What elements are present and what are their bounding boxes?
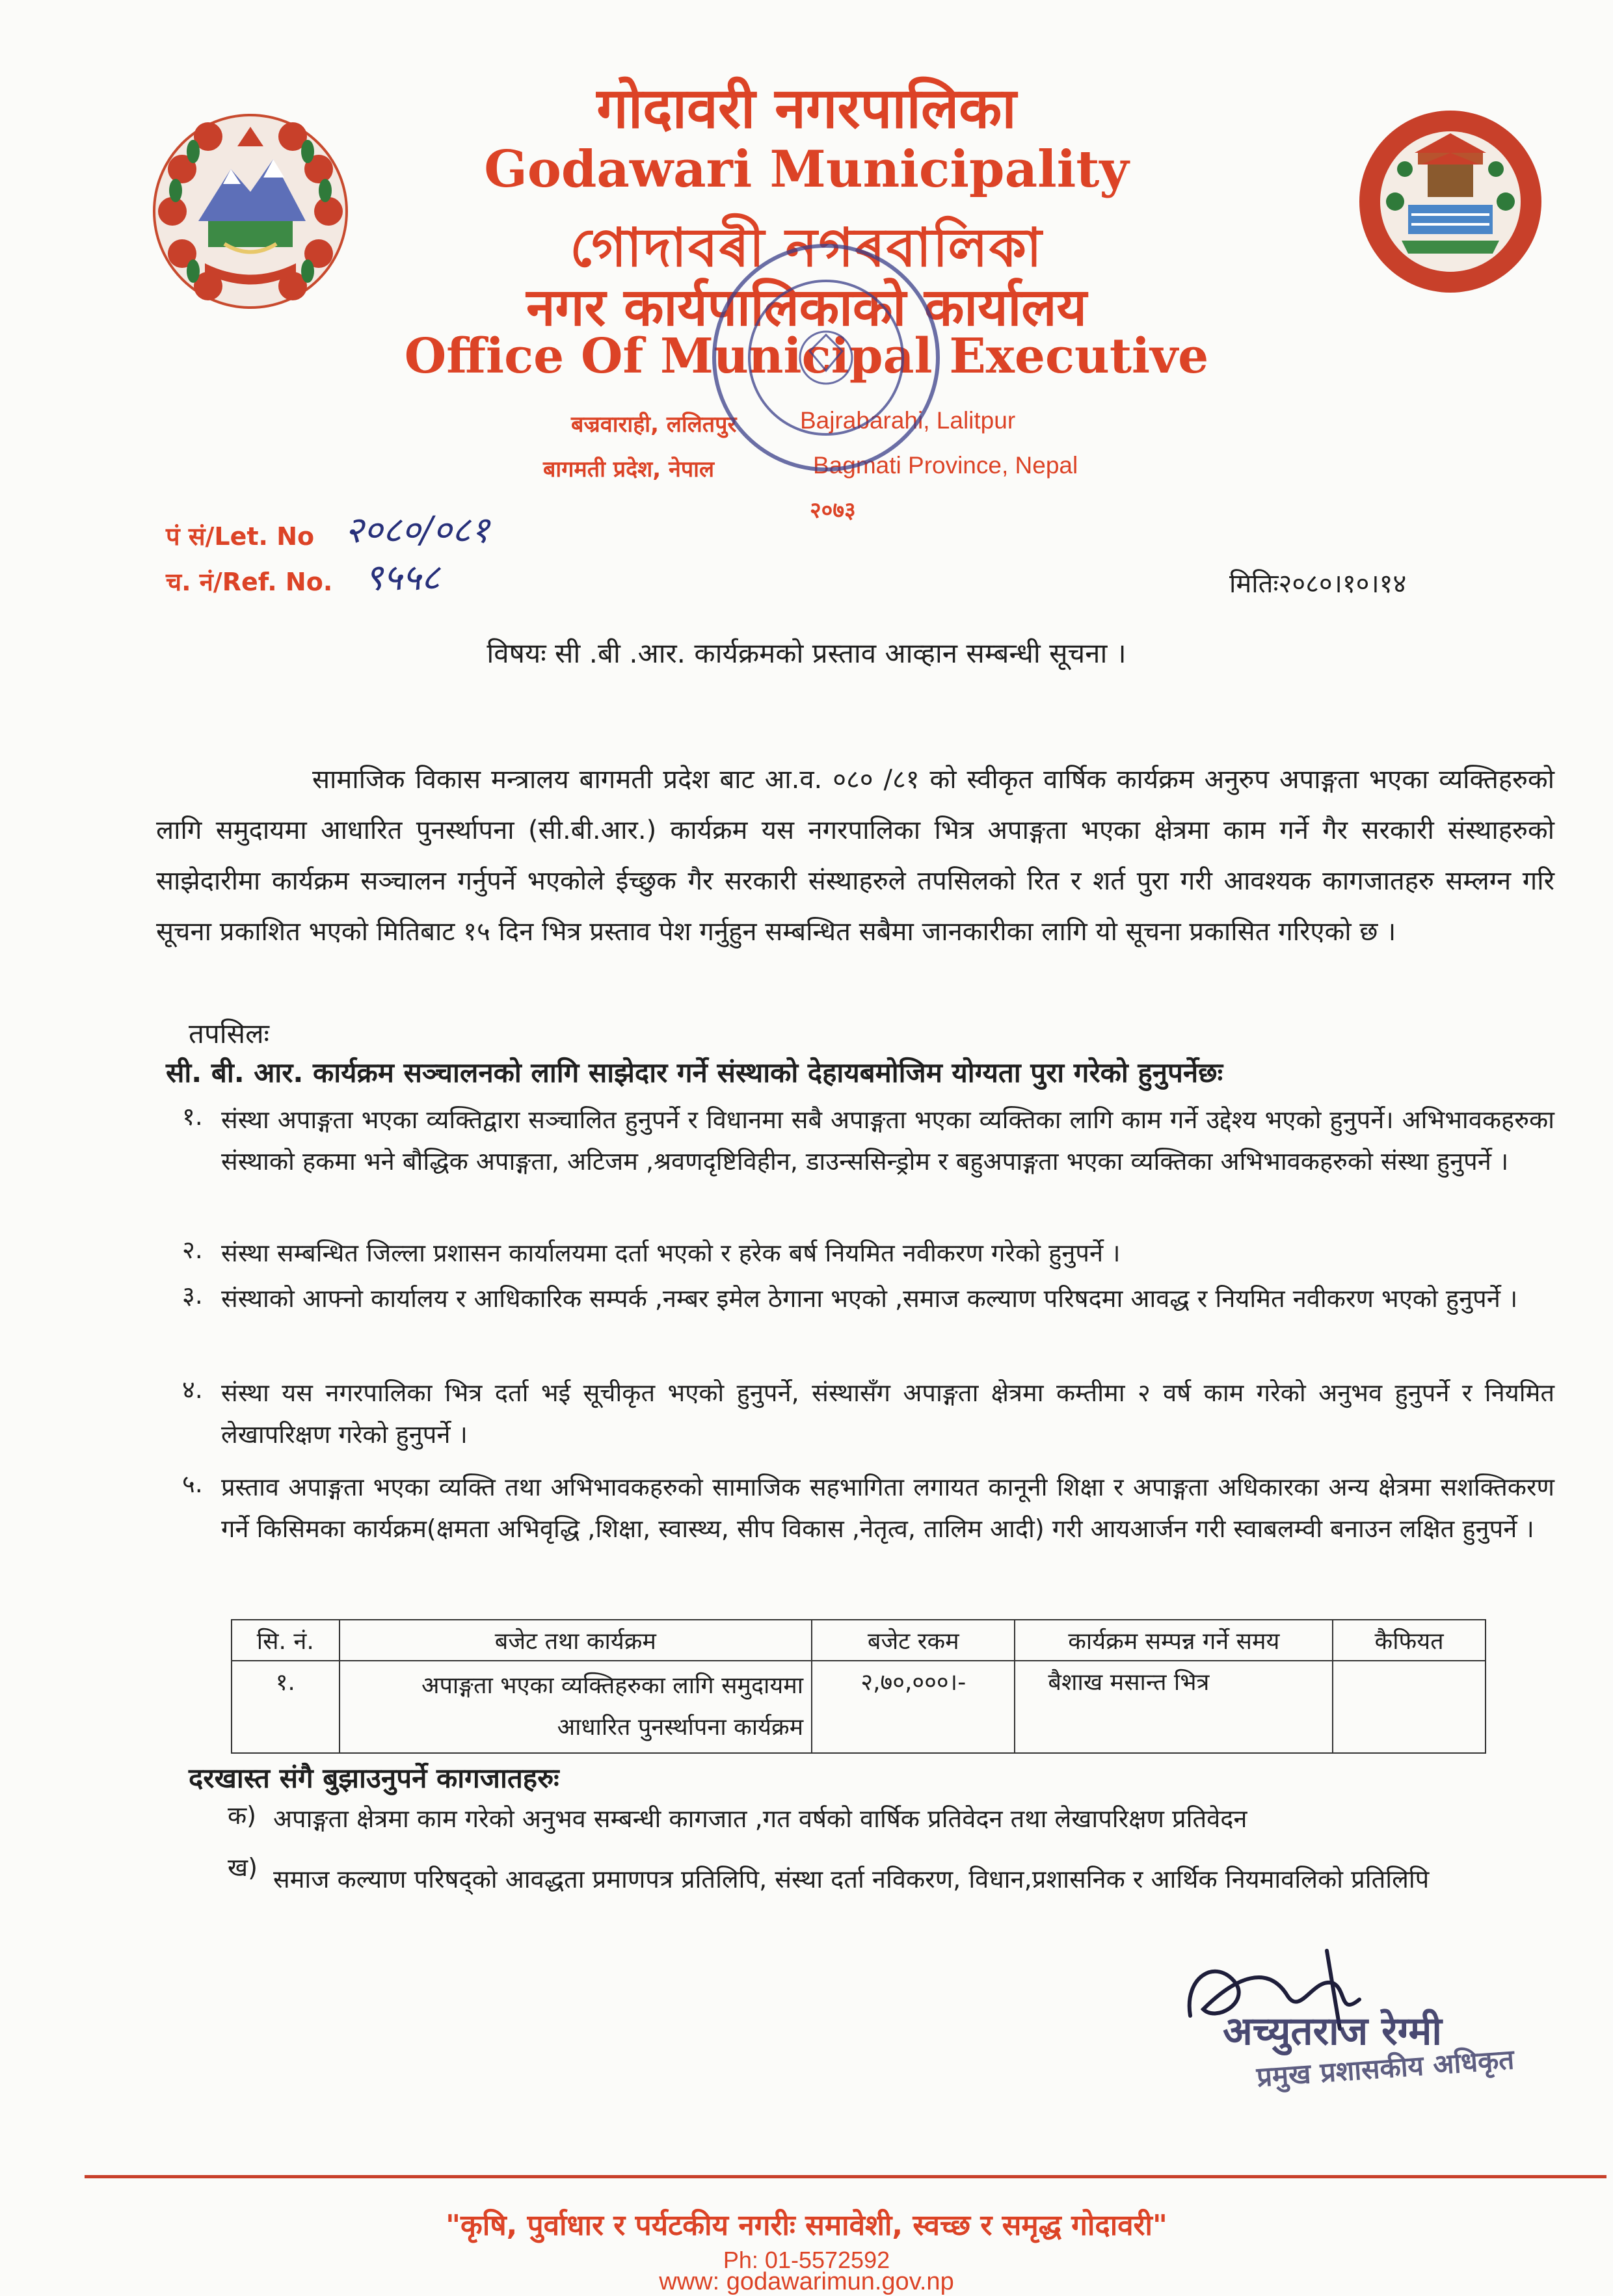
letter-date: मितिः२०८०।१०।१४	[1229, 569, 1407, 599]
table-header-cell: कार्यक्रम सम्पन्न गर्ने समय	[1015, 1620, 1333, 1661]
office-name-nepali: नगर कार्यपालिकाको कार्यालय	[526, 277, 1087, 337]
table-header-cell: बजेट तथा कार्यक्रम	[340, 1620, 812, 1661]
item-text: संस्था अपाङ्गता भएका व्यक्तिद्वारा सञ्चालित हुनुपर्ने र विधानमा सबै अपाङ्गता भएका व्यक्तिका लागि काम गर्ने उद्देश्य भएको हुनुपर्ने। अभिभावकहरुका संस्थाको हकमा भने बौद्धिक अपाङ्गता, अटिजम ,श्रवणदृष्टिविहीन, डाउन्ससिन्ड्रोम र बहुअपाङ्गता भएका व्यक्तिका अभिभावकहरुको संस्था हुनुपर्ने ।	[221, 1105, 1554, 1176]
signatory-name: अच्युतराज रेग्मी	[1223, 2009, 1442, 2054]
item-number: ३.	[182, 1281, 203, 1310]
program-table	[231, 1619, 1486, 1754]
address-line1-english: Bajrabarahi, Lalitpur	[800, 407, 1016, 434]
table-cell-timeline: बैशाख मसान्त भित्र	[1015, 1661, 1333, 1753]
item-number: ५.	[182, 1470, 203, 1498]
municipality-name-newari: গোদাবৰী নগৰবালিকা	[570, 217, 1043, 279]
list-item	[163, 1372, 1561, 1455]
address-line2-nepali: बागमती प्रदेश, नेपाल	[543, 456, 715, 482]
document-label: क)	[228, 1801, 257, 1830]
item-number: ४.	[182, 1375, 203, 1404]
signatory-title: प्रमुख प्रशासकीय अधिकृत	[1255, 2043, 1515, 2093]
address-line2-english: Bagmati Province, Nepal	[813, 452, 1078, 479]
item-text: संस्था सम्बन्धित जिल्ला प्रशासन कार्यालयमा दर्ता भएको र हरेक बर्ष नियमित नवीकरण गरेको हुनुपर्ने ।	[221, 1239, 1121, 1267]
table-cell-amount: २,७०,०००।-	[812, 1661, 1015, 1753]
item-text: संस्था यस नगरपालिका भित्र दर्ता भई सूचीकृत भएको हुनुपर्ने, संस्थासँग अपाङ्गता क्षेत्रमा कम्तीमा २ वर्ष काम गरेको अनुभव हुनुपर्ने र नियमित लेखापरिक्षण गरेको हुनुपर्ने ।	[221, 1379, 1554, 1449]
table-cell-remarks	[1333, 1661, 1486, 1753]
list-item	[228, 1850, 1561, 1908]
list-item	[163, 1466, 1561, 1550]
subject-line: विषयः सी .बी .आर. कार्यक्रमको प्रस्ताव आव्हान सम्बन्धी सूचना ।	[487, 637, 1126, 669]
footer-divider	[85, 2175, 1606, 2178]
documents-heading: दरखास्त संगै बुझाउनुपर्ने कागजातहरुः	[189, 1762, 559, 1794]
table-header-row	[232, 1620, 1486, 1661]
table-header-cell: सि. नं.	[232, 1620, 340, 1661]
list-item	[163, 1278, 1561, 1319]
table-cell-program: अपाङ्गता भएका व्यक्तिहरुका लागि समुदायमा आधारित पुनर्स्थापना कार्यक्रम	[340, 1661, 812, 1753]
list-item	[163, 1099, 1561, 1182]
office-name-english: Office Of Municipal Executive	[404, 328, 1209, 384]
table-header-cell: बजेट रकम	[812, 1620, 1015, 1661]
intro-paragraph: सामाजिक विकास मन्त्रालय बागमती प्रदेश बाट आ.व. ०८० /८१ को स्वीकृत वार्षिक कार्यक्रम अनुरुप अपाङ्गता भएका व्यक्तिहरुको लागि समुदायमा आधारित पुनर्स्थापना (सी.बी.आर.) कार्यक्रम यस नगरपालिका भित्र अपाङ्गता भएका क्षेत्रमा काम गर्ने गैर सरकारी संस्थाहरुको साझेदारीमा कार्यक्रम सञ्चालन गर्नुपर्ने भएकोले ईच्छुक गैर सरकारी संस्थाहरुले तपसिलको रित र शर्त पुरा गरी आवश्यक कागजातहरु सम्लग्न गरि सूचना प्रकाशित भएको मितिबाट १५ दिन भित्र प्रस्ताव पेश गर्नुहुन सम्बन्धित सबैमा जानकारीका लागि यो सूचना प्रकासित गरिएको छ ।	[156, 765, 1555, 947]
letter-no-value: २०८०/०८१	[345, 509, 490, 551]
document-text: समाज कल्याण परिषद्को आवद्धता प्रमाणपत्र प्रतिलिपि, संस्था दर्ता नविकरण, विधान,प्रशासनिक र आर्थिक नियमावलिको प्रतिलिपि	[273, 1865, 1430, 1894]
eligibility-list	[163, 1099, 1561, 1619]
eligibility-heading: सी. बी. आर. कार्यक्रम सञ्चालनको लागि साझेदार गर्ने संस्थाको देहायबमोजिम योग्यता पुरा गरेको हुनुपर्नेछः	[166, 1057, 1223, 1089]
established-year: २०७३	[810, 497, 856, 523]
municipality-name-nepali: गोदावरी नगरपालिका	[596, 76, 1017, 141]
ref-no-value: ९५५८	[364, 557, 440, 599]
footer-slogan: "कृषि, पुर्वाधार र पर्यटकीय नगरीः समावेशी, स्वच्छ र समृद्ध गोदावरी"	[446, 2209, 1167, 2242]
footer-website: www: godawarimun.gov.np	[659, 2268, 954, 2295]
letter-no-label: पं सं/Let. No	[166, 522, 315, 551]
details-label: तपसिलः	[189, 1018, 270, 1049]
item-number: १.	[182, 1102, 203, 1131]
office-round-stamp-icon	[706, 237, 946, 478]
table-row	[232, 1661, 1486, 1753]
ref-no-label: च. नं/Ref. No.	[166, 568, 333, 596]
item-text: प्रस्ताव अपाङ्गता भएका व्यक्ति तथा अभिभावकहरुको सामाजिक सहभागिता लगायत कानूनी शिक्षा र अपाङ्गता अधिकारका अन्य क्षेत्रमा सशक्तिकरण गर्ने किसिमका कार्यक्रम(क्षमता अभिवृद्धि ,शिक्षा, स्वास्थ्य, सीप विकास ,नेतृत्व, तालिम आदी) गरी आयआर्जन गरी स्वाबलम्वी बनाउन लक्षित हुनुपर्ने ।	[221, 1473, 1554, 1543]
list-item	[163, 1232, 1561, 1274]
documents-list	[228, 1798, 1561, 1954]
table-cell-sn: १.	[232, 1661, 340, 1753]
municipality-name-english: Godawari Municipality	[484, 140, 1129, 199]
list-item	[228, 1798, 1561, 1840]
document-label: ख)	[228, 1853, 258, 1882]
document-text: अपाङ्गता क्षेत्रमा काम गरेको अनुभव सम्बन्धी कागजात ,गत वर्षको वार्षिक प्रतिवेदन तथा लेखापरिक्षण प्रतिवेदन	[273, 1804, 1247, 1833]
address-line1-nepali: बज्रवाराही, ललितपुर	[571, 412, 737, 438]
item-number: २.	[182, 1235, 203, 1264]
table-header-cell: कैफियत	[1333, 1620, 1486, 1661]
footer-phone: Ph: 01-5572592	[723, 2247, 890, 2273]
item-text: संस्थाको आफ्नो कार्यालय र आधिकारिक सम्पर्क ,नम्बर इमेल ठेगाना भएको ,समाज कल्याण परिषदमा आवद्ध र नियमित नवीकरण भएको हुनुपर्ने ।	[221, 1284, 1518, 1313]
